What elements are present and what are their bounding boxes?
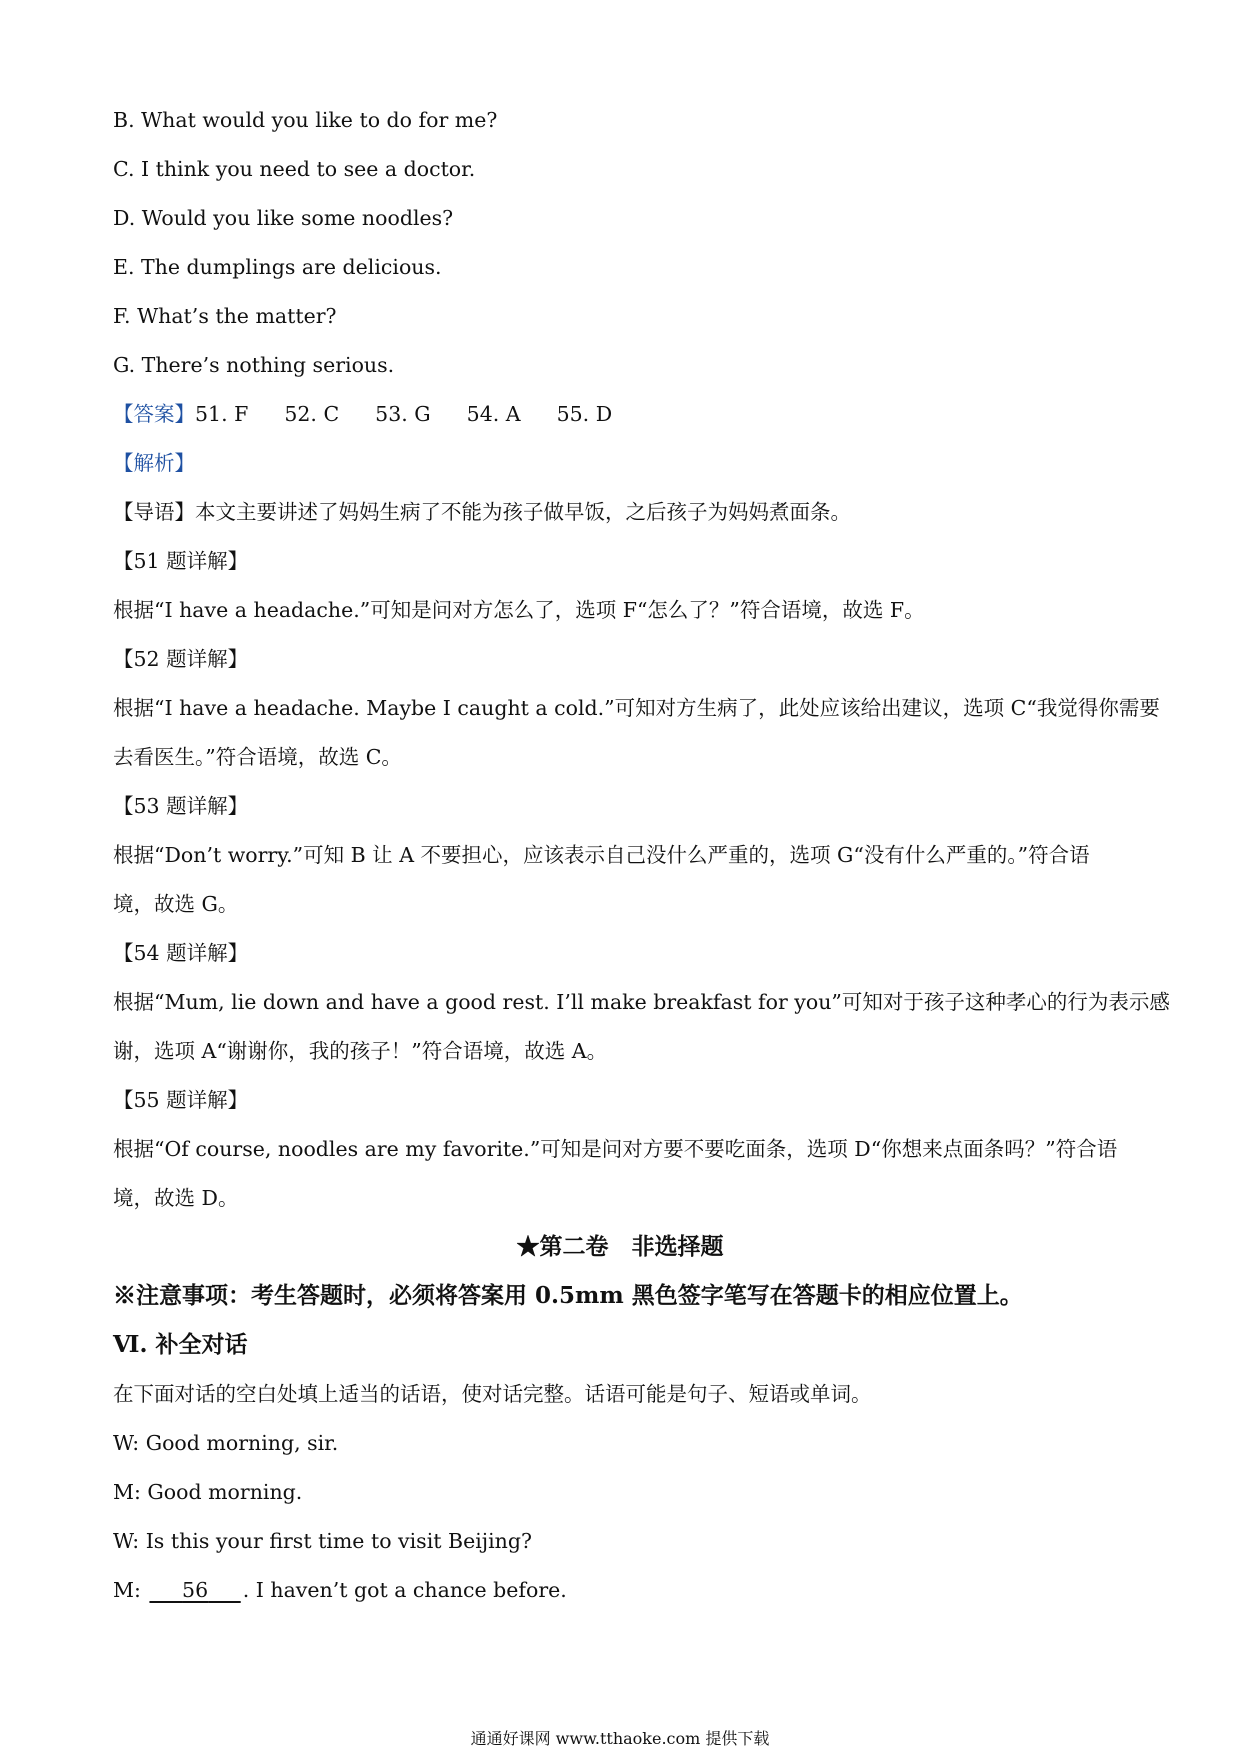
answer-item: 54. A: [466, 402, 521, 426]
answer-item: 53. G: [375, 402, 431, 426]
detail-text-55: 根据“Of course, noodles are my favorite.”可知是问对方要不要吃面条，选项 D“你想来点面条吗？”符合语: [113, 1137, 1118, 1161]
detail-text-52-cont: 去看医生。”符合语境，故选 C。: [113, 745, 402, 769]
dialogue-line: M: Good morning.: [113, 1480, 303, 1504]
answer-line: [113, 399, 648, 429]
dialogue-line: W: Good morning, sir.: [113, 1431, 339, 1455]
detail-title-54: 【54 题详解】: [113, 941, 249, 965]
speaker-label: M:: [113, 1578, 141, 1602]
option-d: D. Would you like some noodles?: [113, 206, 454, 230]
detail-title-52: 【52 题详解】: [113, 647, 249, 671]
answer-item: 55. D: [556, 402, 613, 426]
detail-text-53-cont: 境，故选 G。: [113, 892, 239, 916]
notice-text: ※注意事项：考生答题时，必须将答案用 0.5mm 黑色签字笔写在答题卡的相应位置上。: [113, 1282, 1023, 1309]
detail-text-53: 根据“Don’t worry.”可知 B 让 A 不要担心，应该表示自己没什么严重的，选项 G“没有什么严重的。”符合语: [113, 843, 1090, 867]
footer-text: 通通好课网 www.tthaoke.com 提供下载: [470, 1729, 770, 1748]
part-title: Ⅵ. 补全对话: [113, 1331, 248, 1358]
detail-text-52: 根据“I have a headache. Maybe I caught a cold.”可知对方生病了，此处应该给出建议，选项 C“我觉得你需要: [113, 696, 1160, 720]
detail-title-53: 【53 题详解】: [113, 794, 249, 818]
intro-text: 【导语】本文主要讲述了妈妈生病了不能为孩子做早饭，之后孩子为妈妈煮面条。: [113, 500, 851, 524]
blank-number: 56: [182, 1578, 209, 1602]
section-title: ★第二卷 非选择题: [516, 1233, 724, 1260]
detail-title-51: 【51 题详解】: [113, 549, 249, 573]
detail-title-55: 【55 题详解】: [113, 1088, 249, 1112]
option-e: E. The dumplings are delicious.: [113, 255, 442, 279]
answer-item: 51. F: [195, 402, 249, 426]
instruction-text: 在下面对话的空白处填上适当的话语，使对话完整。话语可能是句子、短语或单词。: [113, 1382, 872, 1406]
dialogue-line: W: Is this your first time to visit Beijing?: [113, 1529, 532, 1553]
option-b: B. What would you like to do for me?: [113, 108, 498, 132]
option-f: F. What’s the matter?: [113, 304, 337, 328]
dialogue-rest: . I haven’t got a chance before.: [242, 1578, 567, 1602]
dialogue-line-blank: [113, 1575, 567, 1605]
option-c: C. I think you need to see a doctor.: [113, 157, 476, 181]
analysis-label: 【解析】: [113, 451, 195, 475]
detail-text-51: 根据“I have a headache.”可知是问对方怎么了，选项 F“怎么了？”符合语境，故选 F。: [113, 598, 925, 622]
option-g: G. There’s nothing serious.: [113, 353, 395, 377]
detail-text-54-cont: 谢，选项 A“谢谢你，我的孩子！”符合语境，故选 A。: [113, 1039, 608, 1063]
blank-56[interactable]: [147, 1575, 242, 1605]
answer-label: 【答案】: [113, 402, 195, 426]
detail-text-55-cont: 境，故选 D。: [113, 1186, 239, 1210]
detail-text-54: 根据“Mum, lie down and have a good rest. I’ll make breakfast for you”可知对于孩子这种孝心的行为表示感: [113, 990, 1170, 1014]
answer-item: 52. C: [284, 402, 340, 426]
